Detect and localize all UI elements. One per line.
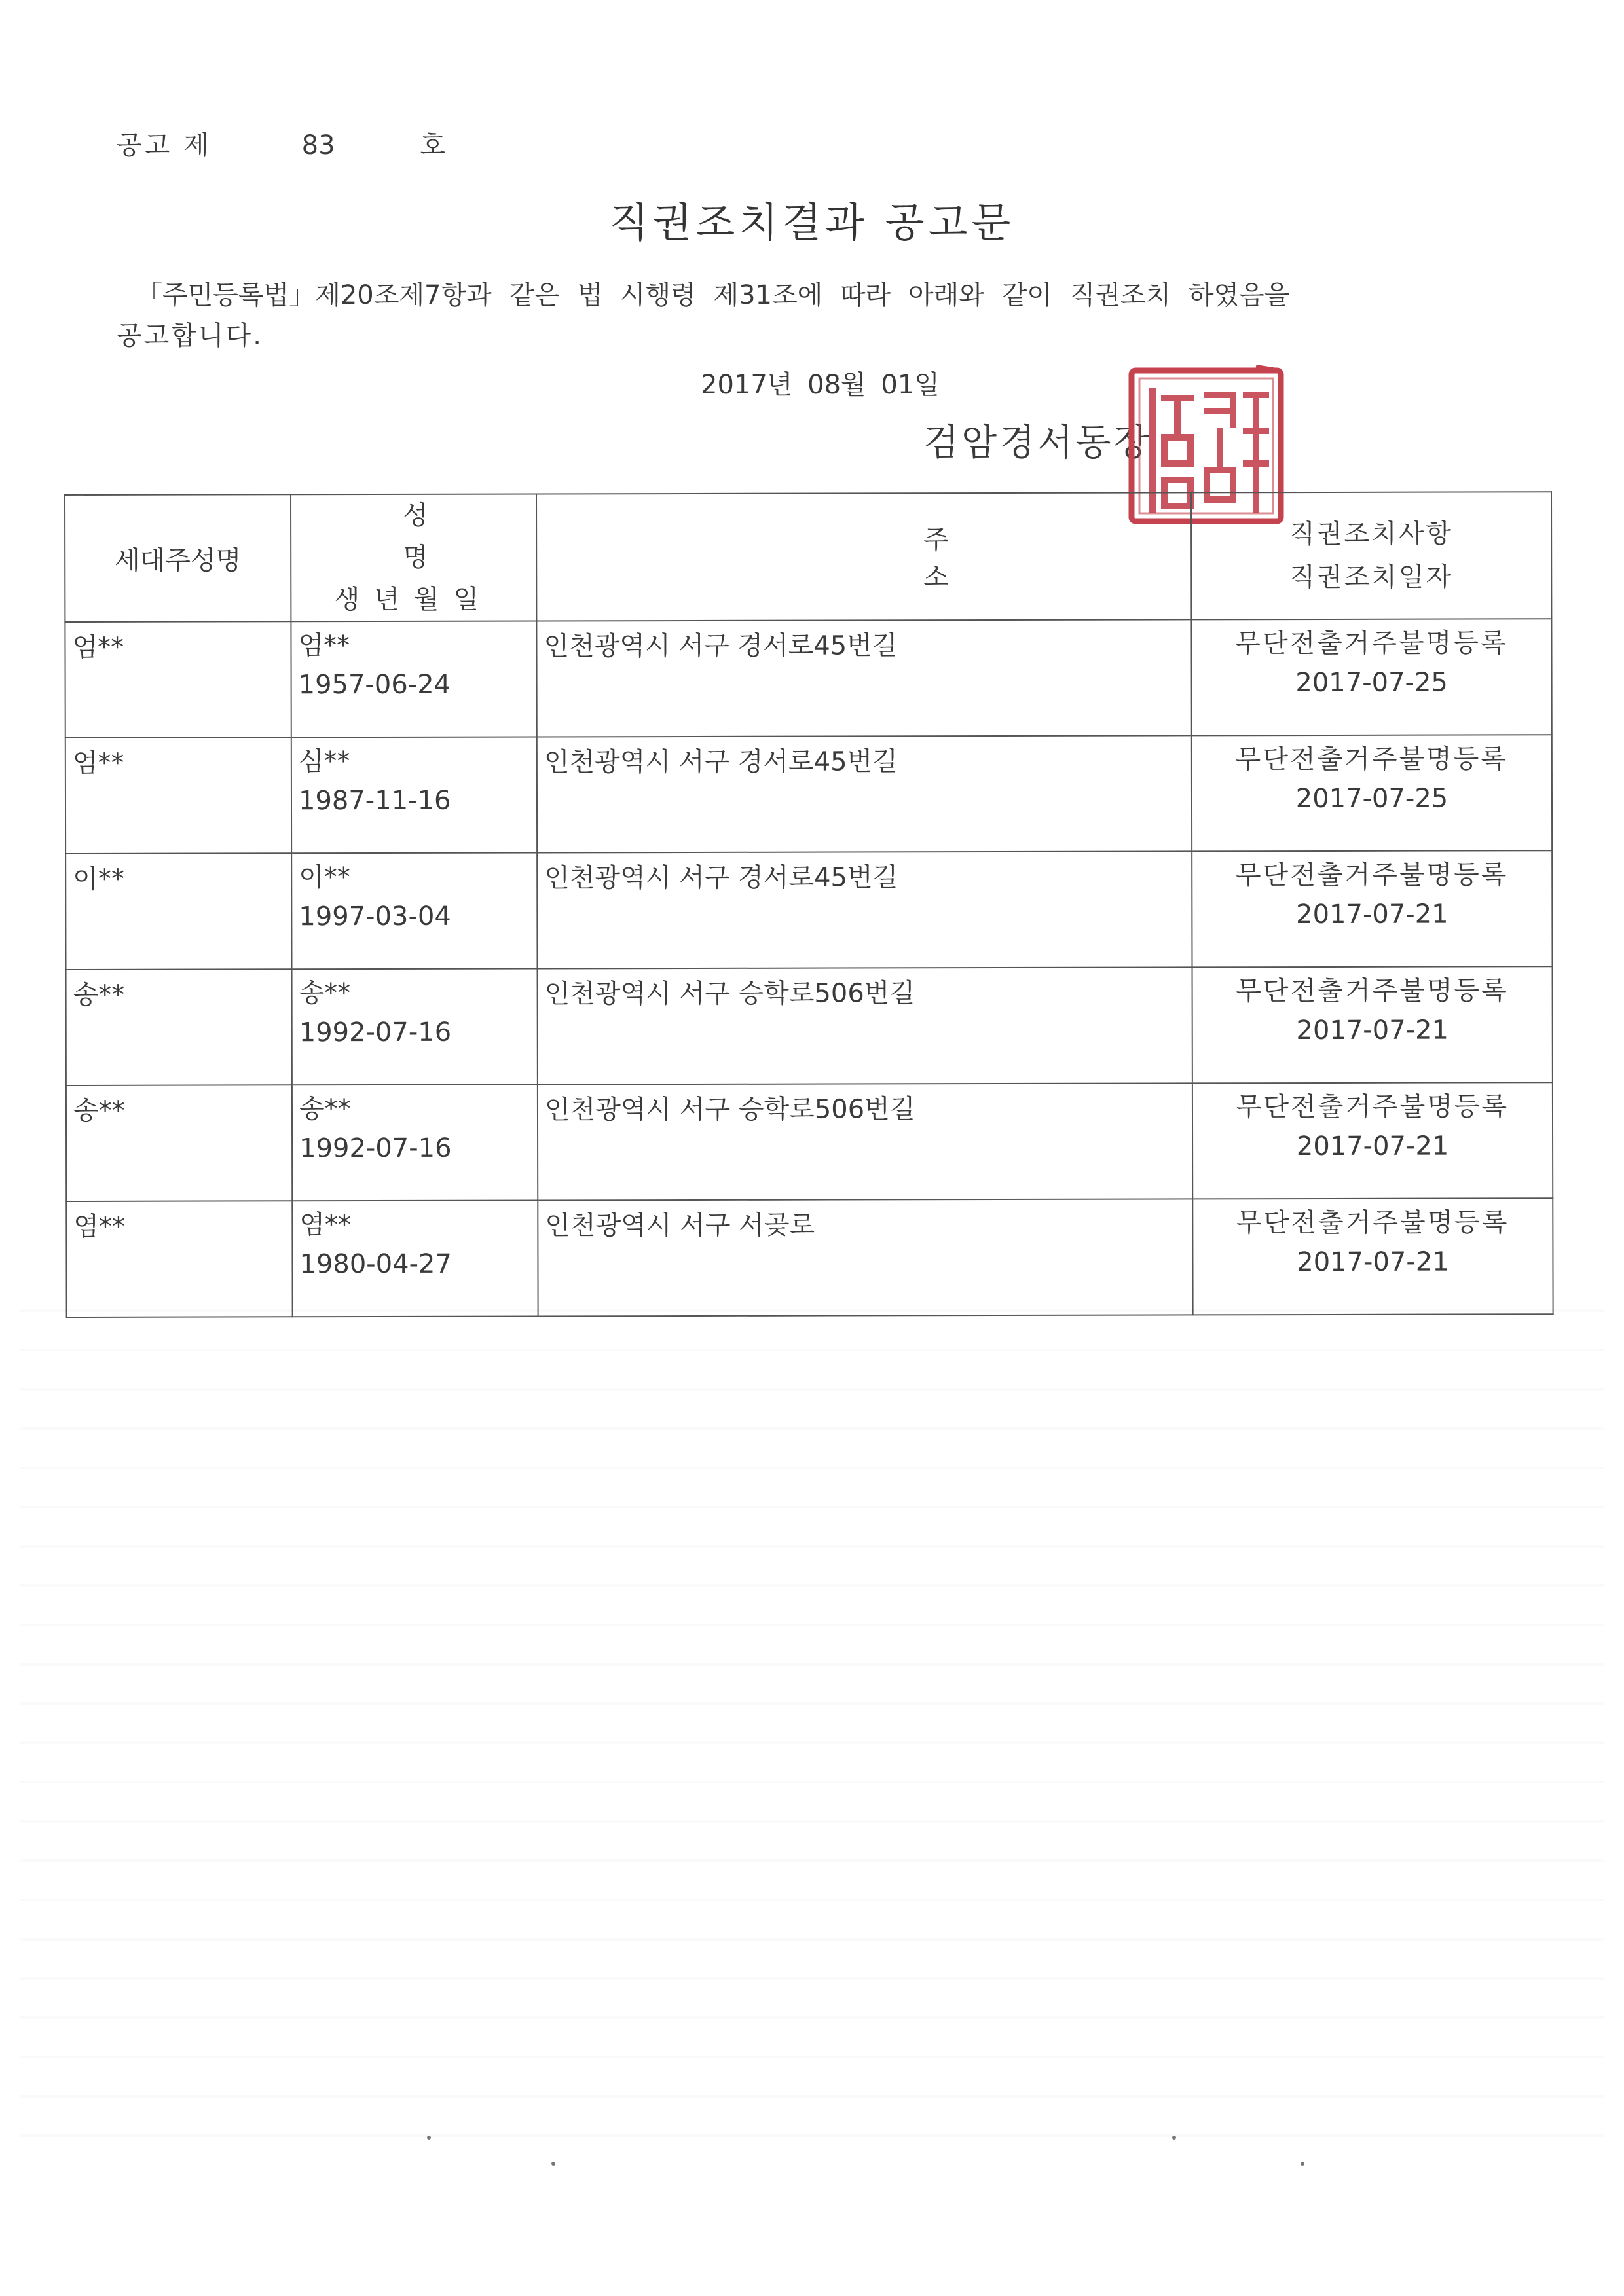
scan-speck [551,2162,555,2166]
header-name-birth [291,494,536,621]
notice-date: 2017년 08월 01일 [701,370,940,400]
table-row [66,966,1553,1085]
notice-suffix: 호 [420,130,446,160]
table-header-row [65,492,1551,622]
cell-name-birth: 송** 1992-07-16 [292,1084,538,1201]
table-row [65,850,1552,970]
cell-action: 무단전출거주불명등록 2017-07-21 [1192,1198,1553,1315]
scan-background [20,1309,1604,2160]
header-action-item: 직권조치사항 [1289,519,1454,550]
signer-name: 검암경서동장 [923,422,1152,464]
cell-name-birth: 심** 1987-11-16 [291,737,537,853]
body-line-1: 「주민등록법」제20조제7항과 같은 법 시행령 제31조에 따라 아래와 같이 직권조치 하였음을 [136,280,1290,310]
scan-speck [427,2136,431,2140]
header-action-date: 직권조치일자 [1289,562,1454,593]
notice-body [117,275,1426,356]
header-householder: 세대주성명 [65,494,291,622]
cell-address: 인천광역시 서구 경서로45번길 [536,619,1191,737]
cell-householder: 엄** [65,737,291,854]
header-address: 주소 [536,492,1191,621]
cell-address: 인천광역시 서구 승학로506번길 [538,1083,1192,1200]
table-row [65,619,1551,738]
cell-householder: 이** [65,853,291,970]
notice-number: 83 [301,130,335,160]
header-name: 성명 [403,500,533,573]
cell-name-birth: 엄** 1957-06-24 [291,621,536,737]
cell-householder: 송** [66,1085,292,1201]
cell-name-birth: 염** 1980-04-27 [292,1200,538,1317]
cell-name-birth: 이** 1997-03-04 [291,852,537,969]
cell-address: 인천광역시 서구 경서로45번길 [537,851,1192,968]
document-title: 직권조치결과 공고문 [609,198,1015,246]
cell-action: 무단전출거주불명등록 2017-07-21 [1192,1082,1553,1199]
notice-number-line [117,124,445,162]
cell-address: 인천광역시 서구 경서로45번길 [537,735,1192,852]
scan-speck [1301,2162,1304,2166]
records-table [64,491,1554,1318]
header-birth: 생년월일 [334,584,494,615]
table-row [65,735,1552,854]
table-row [66,1198,1553,1317]
cell-action: 무단전출거주불명등록 2017-07-25 [1192,735,1552,851]
cell-action: 무단전출거주불명등록 2017-07-25 [1191,619,1551,735]
notice-label: 공고 제 [117,130,212,160]
cell-householder: 엄** [65,621,291,738]
scan-speck [1172,2136,1176,2140]
cell-householder: 송** [66,969,292,1085]
cell-action: 무단전출거주불명등록 2017-07-21 [1192,850,1552,967]
table-row [66,1082,1553,1201]
cell-name-birth: 송** 1992-07-16 [292,968,538,1085]
body-line-2: 공고합니다. [117,321,263,351]
cell-householder: 염** [66,1201,292,1317]
cell-action: 무단전출거주불명등록 2017-07-21 [1192,966,1553,1083]
cell-address: 인천광역시 서구 서곶로 [538,1199,1192,1316]
cell-address: 인천광역시 서구 승학로506번길 [538,967,1192,1084]
